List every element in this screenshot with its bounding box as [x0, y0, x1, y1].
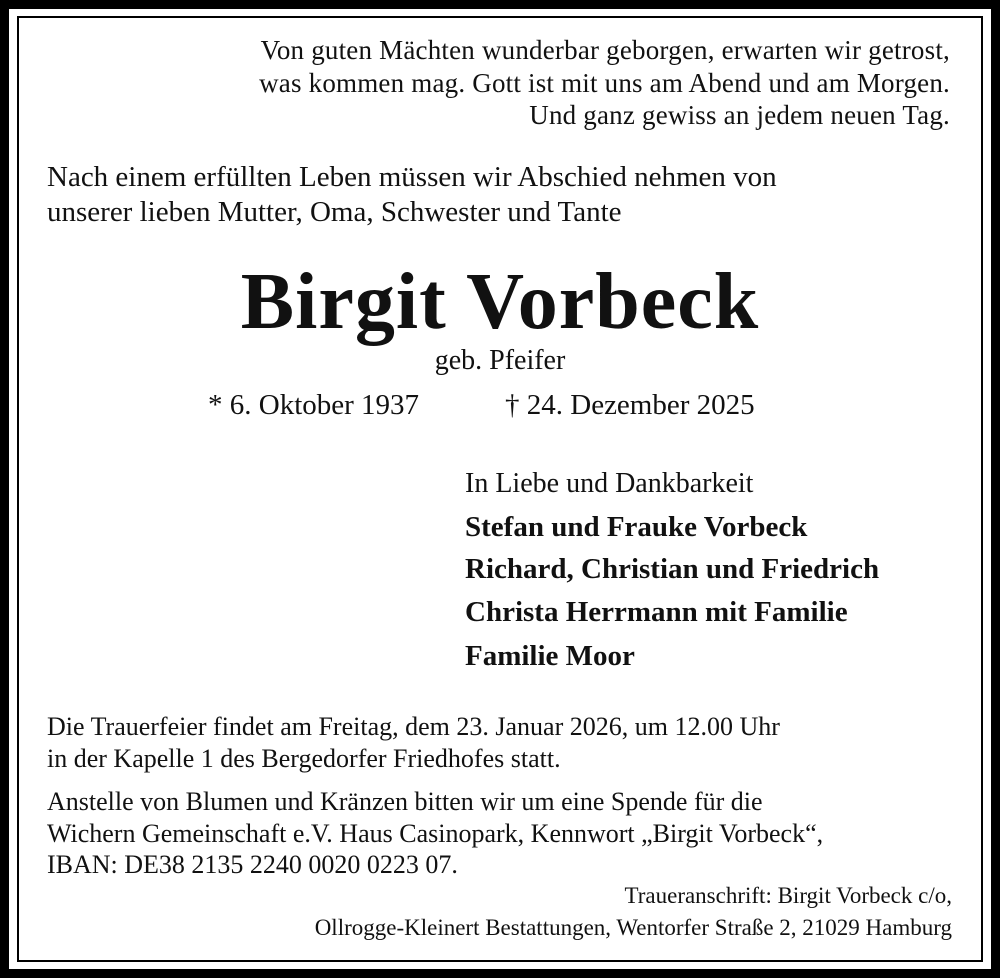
donation-line-1: Anstelle von Blumen und Kränzen bitten wir um eine Spende für die: [47, 787, 763, 816]
birth-name: geb. Pfeifer: [434, 345, 566, 376]
mourner-name: Christa Herrmann mit Familie: [465, 596, 848, 628]
address-line-2: Ollrogge-Kleinert Bestattungen, Wentorfer Straße 2, 21029 Hamburg: [314, 915, 952, 940]
intro-line-2: unserer lieben Mutter, Oma, Schwester und Tante: [47, 196, 622, 228]
intro-line-1: Nach einem erfüllten Leben müssen wir Abschied nehmen von: [47, 161, 777, 193]
quote-line-3: Und ganz gewiss an jedem neuen Tag.: [529, 100, 950, 130]
address-line-1: Traueranschrift: Birgit Vorbeck c/o,: [624, 883, 952, 908]
mourner-name: Familie Moor: [465, 640, 635, 672]
quote-line-1: Von guten Mächten wunderbar geborgen, erwarten wir getrost,: [260, 35, 950, 65]
death-date: † 24. Dezember 2025: [505, 389, 755, 421]
deceased-name: Birgit Vorbeck: [240, 258, 760, 346]
donation-line-3: IBAN: DE38 2135 2240 0020 0223 07.: [47, 850, 458, 879]
mourner-name: Stefan und Frauke Vorbeck: [465, 511, 808, 543]
mourners-intro: In Liebe und Dankbarkeit: [465, 468, 754, 499]
mourner-name: Richard, Christian und Friedrich: [465, 553, 880, 585]
birth-date: * 6. Oktober 1937: [208, 389, 420, 421]
quote-line-2: was kommen mag. Gott ist mit uns am Abend und am Morgen.: [259, 68, 950, 98]
donation-line-2: Wichern Gemeinschaft e.V. Haus Casinopark, Kennwort „Birgit Vorbeck“,: [47, 819, 824, 848]
service-line-2: in der Kapelle 1 des Bergedorfer Friedhofes statt.: [47, 744, 561, 773]
service-line-1: Die Trauerfeier findet am Freitag, dem 23. Januar 2026, um 12.00 Uhr: [47, 712, 780, 741]
